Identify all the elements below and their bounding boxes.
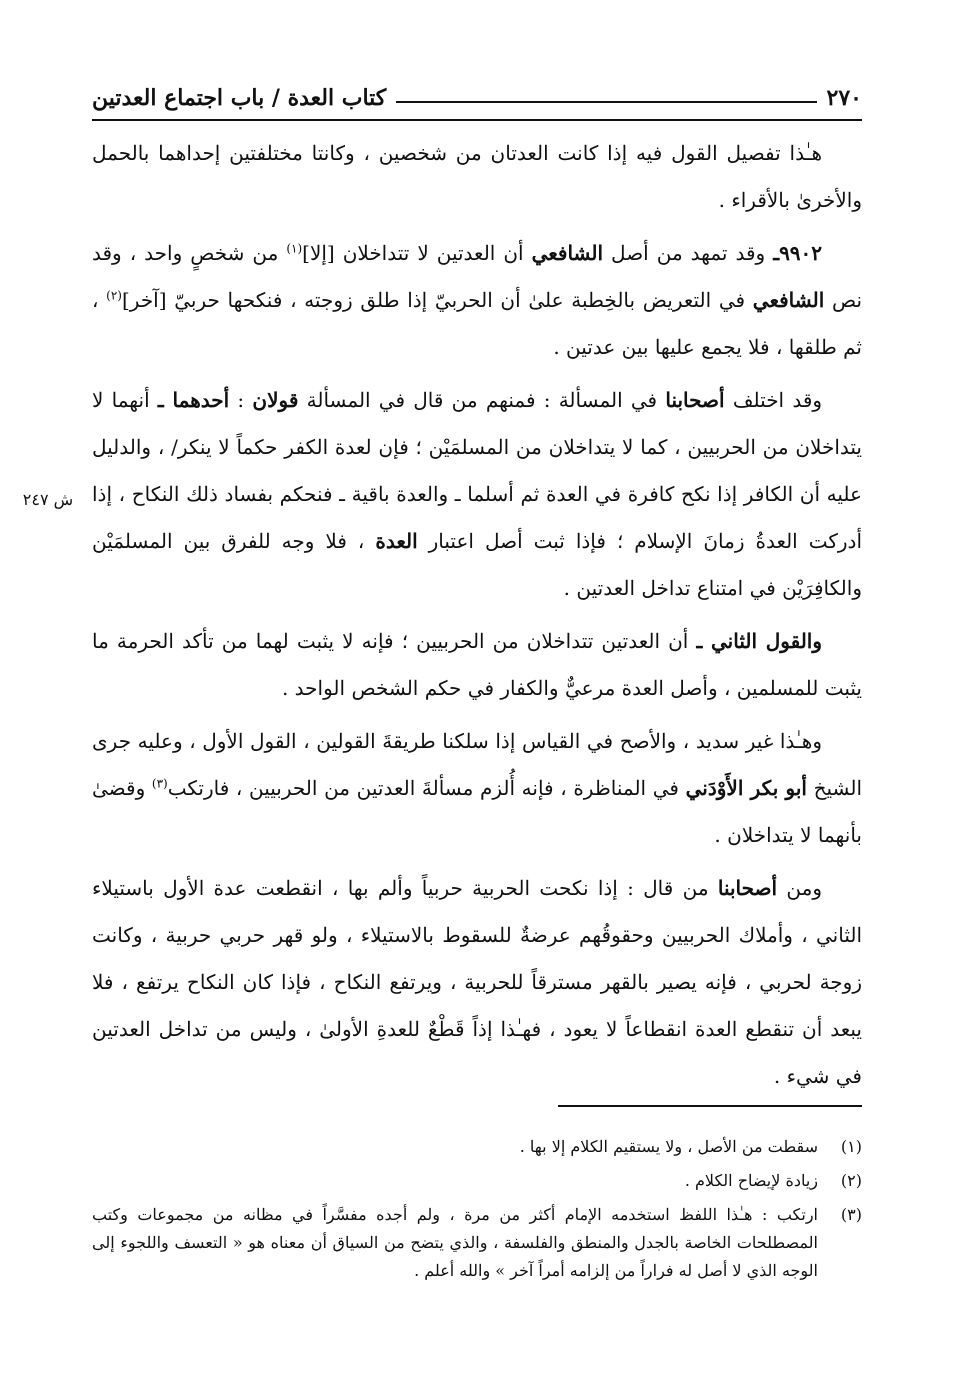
paragraph xyxy=(92,718,862,859)
text-run: في المناظرة ، فإنه أُلزم مسألةَ العدتين من الحربيين ، فارتكب xyxy=(167,776,679,800)
paragraph xyxy=(92,377,862,612)
footnote-separator xyxy=(558,1105,862,1107)
text-run: في التعريض بالخِطبة علىٰ أن الحربيّ إذا طلق زوجته ، فنكحها حربيّ [آخر] xyxy=(121,288,746,312)
footnote-text: زيادة لإيضاح الكلام . xyxy=(684,1171,818,1190)
footnote xyxy=(92,1201,862,1285)
footnote-number: (٣) xyxy=(840,1205,862,1224)
text-run: من شخصٍ واحد ، وقد نص xyxy=(92,241,863,312)
main-text xyxy=(92,130,862,1106)
text-run: ، فلا وجه للفرق بين المسلمَيْن والكافِرَيْن في امتناع تداخل العدتين . xyxy=(92,529,862,600)
term-bold: العدة xyxy=(375,529,418,553)
term-bold: أصحابنا xyxy=(717,876,778,900)
footnote-number: (١) xyxy=(840,1137,862,1156)
header-underline xyxy=(92,119,862,121)
footnote-text: سقطت من الأصل ، ولا يستقيم الكلام إلا بها . xyxy=(519,1137,818,1156)
text-run: وقضىٰ بأنهما لا يتداخلان . xyxy=(92,776,862,847)
text-run: وقد اختلف xyxy=(732,388,823,412)
text-run: وهـٰذا غير سديد ، والأصح في القياس إذا سلكنا طريقةَ القولين ، القول الأول ، وعليه جرى الشيخ xyxy=(92,729,863,800)
term-bold: قولان xyxy=(252,388,299,412)
paragraph xyxy=(92,865,862,1100)
header-rule xyxy=(396,101,816,103)
name-bold: الشافعي xyxy=(531,241,604,265)
page-number: ٢٧٠ xyxy=(826,85,862,111)
running-title: كتاب العدة / باب اجتماع العدتين xyxy=(92,85,387,111)
footnote-number: (٢) xyxy=(840,1171,862,1190)
paragraph xyxy=(92,230,862,371)
text-run: ومن xyxy=(786,876,823,900)
text-run: هـٰذا تفصيل القول فيه إذا كانت العدتان من شخصين ، وكانتا مختلفتين إحداهما بالحمل والأخرىٰ بالأقراء . xyxy=(92,141,862,212)
footnote-ref: (١) xyxy=(286,241,303,256)
footnote-ref: (٣) xyxy=(151,776,168,791)
text-run: ، ثم طلقها ، فلا يجمع عليها بين عدتين . xyxy=(92,288,862,359)
footnote xyxy=(92,1133,862,1161)
text-run: من قال : إذا نكحت الحربية حربياً وألم بها ، انقطعت عدة الأول باستيلاء الثاني ، وأملاك الحربيين وحقوقُهم عرضةٌ للسقوط بالاستيلاء ، ولو قهر حربي حربية ، وكانت زوجة لحربي ، فإنه يصير بالقهر مسترقاً للحربية ، ويرتفع النكاح ، فإذا كان النكاح يرتفع ، فلا يبعد أن تنقطع العدة انقطاعاً لا يعود ، فهـٰذا إذاً قَطْعٌ للعدةِ الأولىٰ ، وليس من تداخل العدتين في شيء . xyxy=(92,876,862,1088)
text-run: : xyxy=(237,388,245,412)
footnote-ref: (٢) xyxy=(106,288,122,303)
paragraph xyxy=(92,130,862,224)
page-header xyxy=(92,80,862,116)
footnote xyxy=(92,1167,862,1195)
text-run: في المسألة : فمنهم من قال في المسألة xyxy=(306,388,658,412)
text-run: أن العدتين لا تتداخلان [إلا] xyxy=(302,241,524,265)
term-bold: والقول الثاني ـ xyxy=(696,629,823,653)
text-run: وقد تمهد من أصل xyxy=(611,241,766,265)
term-bold: أحدهما ـ xyxy=(157,388,230,412)
footnote-text: ارتكب : هـٰذا اللفظ استخدمه الإمام أكثر من مرة ، ولم أجده مفسَّراً في مظانه من مجموعات وكتب المصطلحات الخاصة بالجدل والمنطق والفلسفة ، والذي يتضح من السياق أن معناه هو « التعسف واللجوء إلى الوجه الذي لا أصل له فراراً من إلزامه أمراً آخر » والله أعلم . xyxy=(92,1205,818,1280)
text-run: أنهما لا يتداخلان من الحربيين ، كما لا يتداخلان من المسلمَيْن ؛ فإن لعدة الكفر حكماً لا ينكر/ ، والدليل عليه أن الكافر إذا نكح كافرة في العدة ثم أسلما ـ والعدة باقية ـ فنحكم بفساد ذلك النكاح ، إذا أدركت العدةُ زمانَ الإسلام ؛ فإذا ثبت أصل اعتبار xyxy=(92,388,863,553)
footnotes xyxy=(92,1133,862,1291)
paragraph xyxy=(92,618,862,712)
margin-manuscript-ref: ش ٢٤٧ xyxy=(22,490,74,509)
name-bold: أبو بكر الأَوْدَني xyxy=(685,776,807,800)
name-bold: الشافعي xyxy=(752,288,825,312)
term-bold: أصحابنا xyxy=(665,388,725,412)
section-number: ٩٩٠٢ـ xyxy=(773,241,823,265)
text-run: أن العدتين تتداخلان من الحربيين ؛ فإنه لا يثبت لهما من تأكد الحرمة ما يثبت للمسلمين ، وأصل العدة مرعيٌّ والكفار في حكم الشخص الواحد . xyxy=(92,629,862,700)
